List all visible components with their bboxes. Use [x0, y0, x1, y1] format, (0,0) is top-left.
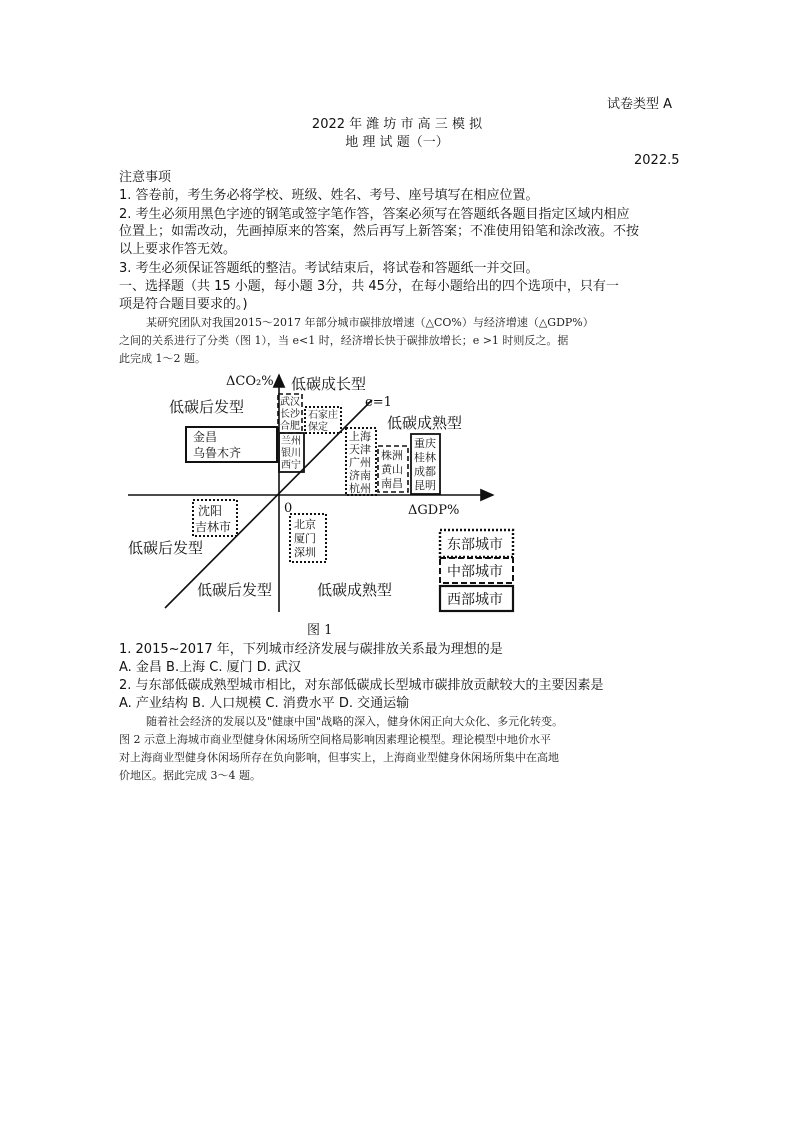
notice-line: 1. 答卷前，考生务必将学校、班级、姓名、考号、座号填写在相应位置。 [119, 188, 539, 203]
intro-line: 对上海商业型健身休闲场所存在负向影响，但事实上，上海商业型健身休闲场所集中在高地 [119, 751, 559, 764]
legend-label: 中部城市 [447, 564, 503, 580]
intro-line: 此完成 1～2 题。 [119, 352, 206, 365]
city-label: 厦门 [294, 532, 316, 545]
section-heading-cont: 项是符合题目要求的。) [119, 297, 248, 312]
city-label: 沈阳 [198, 504, 223, 518]
question-stem: 1. 2015~2017 年，下列城市经济发展与碳排放关系最为理想的是 [119, 642, 503, 657]
zone-label: 低碳成长型 [291, 375, 367, 393]
exam-date: 2022.5 [634, 153, 680, 168]
city-label: 广州 [349, 456, 371, 469]
city-label: 保定 [308, 422, 328, 433]
notice-line: 2. 考生必须用黑色字迹的钢笔或签字笔作答，答案必须写在答题纸各题目指定区域内相应 [119, 207, 630, 222]
city-label: 桂林 [414, 451, 436, 464]
question-stem: 2. 与东部低碳成熟型城市相比，对东部低碳成长型城市碳排放贡献较大的主要因素是 [119, 678, 604, 693]
zone-label: 低碳后发型 [128, 539, 204, 557]
city-label: 吉林市 [195, 520, 232, 534]
question-options: A. 金昌 B.上海 C. 厦门 D. 武汉 [119, 660, 301, 675]
city-label: 石家庄 [308, 410, 338, 421]
notice-line: 位置上；如需改动，先画掉原来的答案，然后再写上新答案；不准使用铅笔和涂改液。不按 [119, 224, 640, 239]
city-label: 黄山 [381, 463, 403, 476]
exam-subtitle: 地 理 试 题（一） [345, 135, 449, 150]
section-heading: 一、选择题（共 15 小题，每小题 3分，共 45分，在每小题给出的四个选项中，只有一 [119, 279, 619, 294]
zone-label: 低碳后发型 [197, 581, 273, 599]
y-axis-label: ΔCO₂% [226, 374, 274, 389]
city-label: 长沙 [280, 409, 300, 420]
notice-line: 3. 考生必须保证答题纸的整洁。考试结束后，将试卷和答题纸一并交回。 [119, 261, 539, 276]
intro-line: 随着社会经济的发展以及"健康中国"战略的深入，健身休闲正向大众化、多元化转变。 [146, 715, 564, 728]
city-label: 杭州 [349, 482, 371, 495]
city-label: 深圳 [294, 546, 316, 559]
city-label: 重庆 [414, 437, 436, 450]
city-label: 上海 [349, 430, 371, 443]
figure-caption: 图 1 [307, 623, 333, 638]
city-label: 济南 [349, 469, 371, 482]
city-label: 乌鲁木齐 [193, 446, 242, 460]
city-label: 南昌 [381, 477, 403, 490]
legend-label: 东部城市 [447, 537, 503, 553]
city-label: 合肥 [280, 421, 300, 432]
notice-heading: 注意事项 [119, 170, 172, 185]
city-label: 金昌 [193, 430, 218, 444]
intro-line: 之间的关系进行了分类（图 1），当 e<1 时，经济增长快于碳排放增长；e >1 时则反之。据 [119, 334, 569, 347]
paper-type-label: 试卷类型 A [607, 97, 673, 112]
city-label: 兰州 [281, 436, 301, 447]
question-options: A. 产业结构 B. 人口规模 C. 消费水平 D. 交通运输 [119, 696, 410, 711]
notice-line: 以上要求作答无效。 [119, 242, 237, 257]
zone-label: 低碳后发型 [169, 398, 245, 416]
city-label: 西宁 [281, 460, 301, 471]
city-label: 株洲 [381, 449, 403, 462]
city-label: 昆明 [414, 479, 436, 492]
intro-line: 某研究团队对我国2015～2017 年部分城市碳排放增速（△CO%）与经济增速（△GDP%） [146, 316, 594, 329]
zone-label: 低碳成熟型 [387, 414, 463, 432]
city-label: 成都 [414, 465, 436, 478]
city-label: 天津 [349, 443, 371, 456]
city-label: 北京 [294, 518, 316, 531]
origin-label: 0 [284, 501, 293, 516]
x-axis-label: ΔGDP% [408, 503, 460, 518]
legend-label: 西部城市 [447, 592, 503, 608]
e1-label: e=1 [365, 395, 392, 410]
exam-title: 2022 年 潍 坊 市 高 三 模 拟 [311, 117, 483, 132]
city-label: 武汉 [280, 397, 300, 408]
city-label: 银川 [281, 448, 301, 459]
zone-label: 低碳成熟型 [317, 581, 393, 599]
intro-line: 价地区。据此完成 3～4 题。 [119, 769, 261, 782]
intro-line: 图 2 示意上海城市商业型健身休闲场所空间格局影响因素理论模型。理论模型中地价水平 [119, 733, 551, 746]
